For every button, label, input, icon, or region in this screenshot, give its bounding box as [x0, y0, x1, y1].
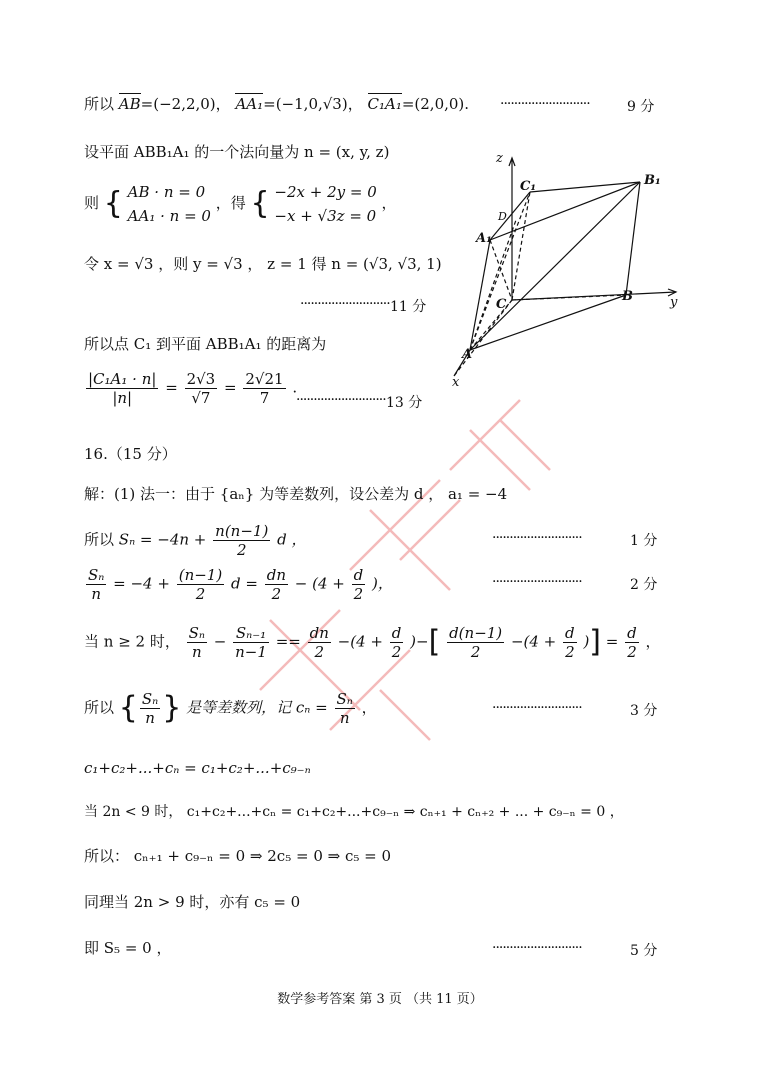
equals: = [605, 632, 619, 651]
score-leader: ·························· [492, 700, 582, 716]
label-c: C [496, 297, 507, 312]
expr-a: = −4 + [113, 574, 170, 593]
frac-den: 2 [565, 643, 575, 661]
sn-over-n [84, 566, 393, 603]
frac-den: n [339, 709, 350, 727]
equals: = [165, 378, 178, 397]
label-x: x [452, 375, 460, 390]
page-footer: 数学参考答案 第 3 页 （共 11 页） [277, 992, 483, 1007]
score-leader: ·························· [492, 530, 582, 546]
normal-vector-result: 令 x = √3 ，则 y = √3 ， z = 1 得 n = (√3, √3, 1) [84, 255, 442, 273]
vector-c1a1-value: =(2,0,0). [401, 95, 470, 113]
frac-den: 2 [627, 643, 637, 661]
label-z: z [496, 151, 503, 166]
text-so: 所以 [84, 530, 115, 549]
text-so: 所以 [84, 698, 115, 717]
expr: −(4 + [337, 632, 383, 651]
label-c1: C₁ [520, 179, 537, 194]
frac-den: √7 [191, 389, 211, 407]
frac-num: dn [266, 566, 286, 584]
edge-a-b1 [470, 182, 640, 350]
frac-num: 2√3 [186, 370, 216, 388]
eq-2: −x + √3z = 0 [274, 207, 377, 225]
case-2n-less-9: 当 2n < 9 时， c₁+c₂+...+cₙ = c₁+c₂+...+c₉₋ₙ ⇒ cₙ₊₁ + cₙ₊₂ + ... + c₉₋ₙ = 0 ， [84, 804, 624, 820]
label-d: D [498, 210, 507, 223]
frac-num: n(n−1) [215, 522, 269, 540]
minus: − [213, 632, 227, 651]
score-5: 5 分 [630, 943, 658, 959]
solution-method-1: 解：(1) 法一：由于 {aₙ} 为等差数列，设公差为 d ， a₁ = −4 [84, 485, 508, 503]
label-b: B [622, 289, 633, 304]
label-a: A [462, 347, 473, 362]
case-2n-greater-9: 同理当 2n > 9 时，亦有 c₅ = 0 [84, 893, 301, 911]
label-a1: A₁ [476, 231, 492, 246]
vector-line [84, 94, 469, 114]
frac-num: d [565, 624, 575, 642]
sum-equality: c₁+c₂+...+cₙ = c₁+c₂+...+c₉₋ₙ [84, 759, 311, 777]
normal-vector-setup: 设平面 ABB₁A₁ 的一个法向量为 n = (x, y, z) [84, 143, 390, 161]
frac-den: 2 [195, 585, 206, 603]
eq-aa1-n: AA₁ · n = 0 [127, 207, 211, 225]
score-leader: ·························· [492, 574, 582, 590]
frac-num: d(n−1) [449, 624, 503, 642]
difference-formula [84, 624, 661, 661]
expr-b: d = [230, 574, 258, 593]
frac-num: Sₙ [336, 690, 353, 708]
frac-num: Sₙ [88, 566, 105, 584]
edge-b1-b [626, 182, 640, 295]
label-y: y [670, 295, 678, 310]
edge-c1-b1 [530, 182, 640, 192]
left-bracket: [ [428, 624, 441, 660]
right-brace: } [162, 690, 182, 726]
score-leader: ·························· [296, 392, 386, 408]
score-leader: ·························· [500, 96, 590, 112]
sn-expr: Sₙ = −4n + [118, 530, 207, 549]
conclusion-c5: 所以： cₙ₊₁ + c₉₋ₙ = 0 ⇒ 2c₅ = 0 ⇒ c₅ = 0 [84, 847, 392, 865]
distance-statement: 所以点 C₁ 到平面 ABB₁A₁ 的距离为 [84, 335, 327, 353]
vector-aa1-value: =(−1,0,√3)， [263, 95, 363, 113]
arithmetic-sequence-statement [84, 690, 377, 727]
frac-den: n [145, 709, 155, 727]
frac-num: d [391, 624, 402, 642]
frac-num: d [627, 624, 637, 642]
expr: )− [410, 632, 429, 651]
expr-d: )， [372, 574, 393, 593]
frac-den: 2 [271, 585, 282, 603]
frac-den: n [91, 585, 102, 603]
vector-ab-value: =(−2,2,0)， [140, 95, 231, 113]
eq-1: −2x + 2y = 0 [274, 183, 377, 201]
score-2: 2 分 [630, 577, 658, 593]
frac-num: Sₙ [141, 690, 159, 708]
score-1: 1 分 [630, 533, 658, 549]
frac-den: 2 [391, 643, 402, 661]
frac-num: (n−1) [178, 566, 223, 584]
comma: ， [361, 698, 377, 717]
prism-figure [440, 140, 690, 390]
text-get: ，得 [215, 194, 246, 212]
sn-end: d ， [277, 530, 307, 549]
condition: 当 n ≥ 2 时， [84, 632, 180, 651]
score-11: 11 分 [390, 299, 427, 315]
frac-den: 2 [470, 643, 481, 661]
question-16-header: 16.（15 分） [84, 445, 177, 463]
score-3: 3 分 [630, 703, 658, 719]
equals: == [275, 632, 301, 651]
frac-num: Sₙ₋₁ [233, 624, 269, 643]
vector-c1a1: C₁A₁ [367, 95, 402, 113]
frac-num: |C₁A₁ · n| [88, 370, 157, 388]
text-then: 则 [84, 194, 100, 212]
edge-c-c1 [512, 192, 530, 300]
s5-result: 即 S₅ = 0 ， [84, 939, 172, 957]
score-9: 9 分 [627, 99, 655, 115]
vector-ab: AB [118, 95, 141, 113]
frac-den: 2 [236, 541, 247, 559]
left-brace: { [103, 186, 123, 221]
eq-ab-n: AB · n = 0 [127, 183, 206, 201]
frac-num: 2√21 [245, 370, 284, 388]
distance-formula [84, 370, 297, 407]
score-leader: ·························· [300, 296, 390, 312]
label-b1: B₁ [644, 173, 661, 188]
mid-text: 是等差数列，记 cₙ = [186, 698, 328, 717]
frac-den: n−1 [235, 643, 267, 661]
frac-den: 2 [353, 585, 364, 603]
expr: ) [583, 632, 590, 651]
score-leader: ·························· [492, 940, 582, 956]
sn-formula [84, 522, 306, 559]
text-so: 所以 [84, 95, 115, 113]
left-brace-2: { [250, 186, 270, 221]
vector-aa1: AA₁ [235, 95, 264, 113]
equation-system [84, 180, 397, 228]
expr-c: − (4 + [294, 574, 345, 593]
frac-num: d [353, 566, 364, 584]
frac-den: 7 [259, 389, 270, 407]
comma: ， [645, 632, 661, 651]
right-bracket: ] [589, 624, 602, 660]
period: . [292, 378, 298, 397]
left-brace: { [118, 690, 138, 726]
frac-num: dn [309, 624, 329, 642]
frac-den: 2 [314, 643, 325, 661]
equals: = [224, 378, 237, 397]
frac-den: n [191, 643, 202, 661]
expr: −(4 + [510, 632, 557, 651]
frac-den: |n| [112, 389, 133, 407]
score-13: 13 分 [386, 395, 423, 411]
comma: ， [381, 194, 397, 212]
frac-num: Sₙ [188, 624, 205, 642]
